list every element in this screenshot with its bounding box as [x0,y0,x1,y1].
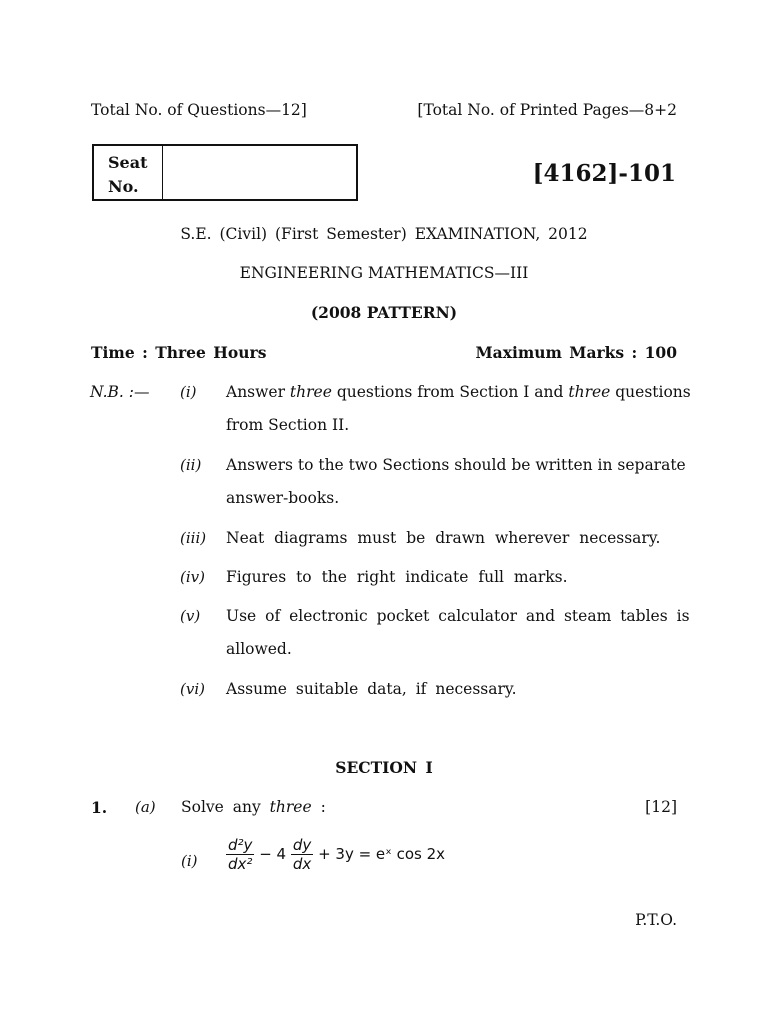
fraction-dy-dx [291,836,313,873]
paper-code: [4162]-101 [532,160,676,187]
seat-label-line2: No. [108,177,139,196]
exam-time: Time : Three Hours [91,343,267,362]
question-number: 1. [91,798,108,817]
exam-title: S.E. (Civil) (First Semester) EXAMINATION, 2012 [180,225,588,243]
fraction2-denominator: dx [292,855,312,873]
note-1-num: (i) [180,383,197,401]
note-3-line1: Neat diagrams must be drawn wherever necessary. [226,529,661,547]
note-1-text-c: questions [610,383,691,401]
note-4-line1: Figures to the right indicate full marks. [226,568,568,586]
total-pages: [Total No. of Printed Pages—8+2 [417,101,677,119]
question-text [181,798,326,816]
fraction2-numerator: dy [292,836,312,854]
section-heading: SECTION I [335,758,433,777]
question-marks: [12] [645,798,677,816]
seat-number-box [92,144,358,201]
note-1-emph-b: three [568,383,611,401]
note-4-num: (iv) [180,568,205,586]
note-2-num: (ii) [180,456,202,474]
seat-label [108,151,148,199]
note-1-line1 [226,383,691,401]
fraction-d2y-dx2 [226,836,254,873]
question-text-b: : [311,798,326,816]
note-1-text-b: questions from Section I and [331,383,569,401]
note-1-emph-a: three [289,383,332,401]
equation-minus: − 4 [259,845,287,863]
seat-label-line1: Seat [108,153,148,172]
equation-rest: + 3y = eˣ cos 2x [318,845,446,863]
fraction1-numerator: d²y [228,836,253,854]
subquestion-num: (i) [181,852,198,870]
note-2-line2: answer-books. [226,489,340,507]
note-5-num: (v) [180,607,201,625]
question-text-a: Solve any [181,798,270,816]
note-5-line1: Use of electronic pocket calculator and steam tables is [226,607,690,625]
note-6-line1: Assume suitable data, if necessary. [226,680,517,698]
equation [226,836,445,873]
note-2-line1: Answers to the two Sections should be written in separate [226,456,686,474]
fraction1-denominator: dx² [228,855,253,873]
exam-pattern: (2008 PATTERN) [310,303,458,322]
note-6-num: (vi) [180,680,205,698]
nb-label: N.B. :— [90,383,150,401]
total-questions: Total No. of Questions—12] [91,101,307,119]
question-part: (a) [135,798,156,816]
exam-subject: ENGINEERING MATHEMATICS—III [239,264,529,282]
seat-divider [162,146,163,199]
note-3-num: (iii) [180,529,207,547]
pto-footer: P.T.O. [635,911,677,929]
note-5-line2: allowed. [226,640,292,658]
question-text-emph: three [269,798,312,816]
note-1-text-a: Answer [226,383,290,401]
exam-max-marks: Maximum Marks : 100 [475,343,677,362]
note-1-line2: from Section II. [226,416,350,434]
